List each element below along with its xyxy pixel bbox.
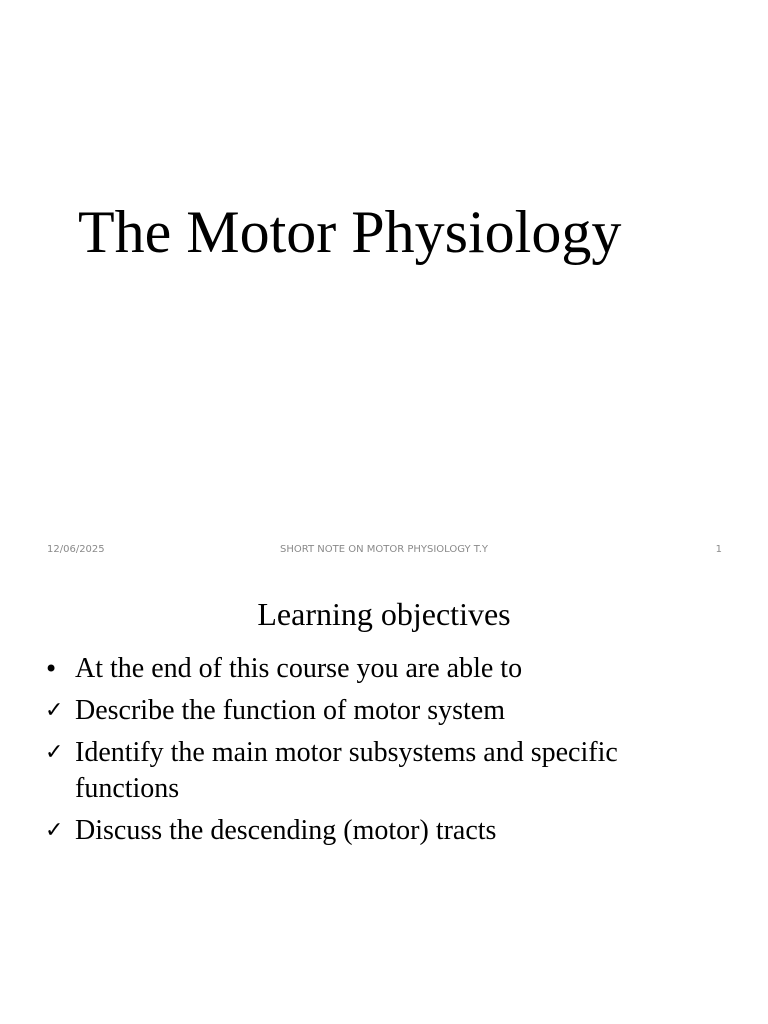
list-item-text: Describe the function of motor system — [75, 695, 506, 726]
bullet-icon: • — [44, 655, 59, 683]
objectives-list — [0, 651, 768, 855]
checkmark-icon: ✓ — [45, 740, 64, 765]
list-item-text: Identify the main motor subsystems and specific functions — [75, 737, 618, 804]
checkmark-icon: ✓ — [45, 698, 64, 723]
slide-2 — [0, 576, 768, 1024]
footer-date: 12/06/2025 — [47, 544, 105, 555]
footer-page-number: 1 — [715, 544, 722, 555]
list-item-text: Discuss the descending (motor) tracts — [75, 815, 497, 846]
list-item — [0, 693, 768, 729]
slide-title: The Motor Physiology — [78, 199, 622, 265]
objectives-title: Learning objectives — [257, 596, 511, 632]
list-item — [0, 813, 768, 849]
list-item-text: At the end of this course you are able to — [75, 653, 523, 684]
footer-title: SHORT NOTE ON MOTOR PHYSIOLOGY T.Y — [280, 544, 488, 555]
checkmark-icon: ✓ — [45, 818, 64, 843]
list-item — [0, 651, 768, 687]
list-item — [0, 735, 768, 807]
